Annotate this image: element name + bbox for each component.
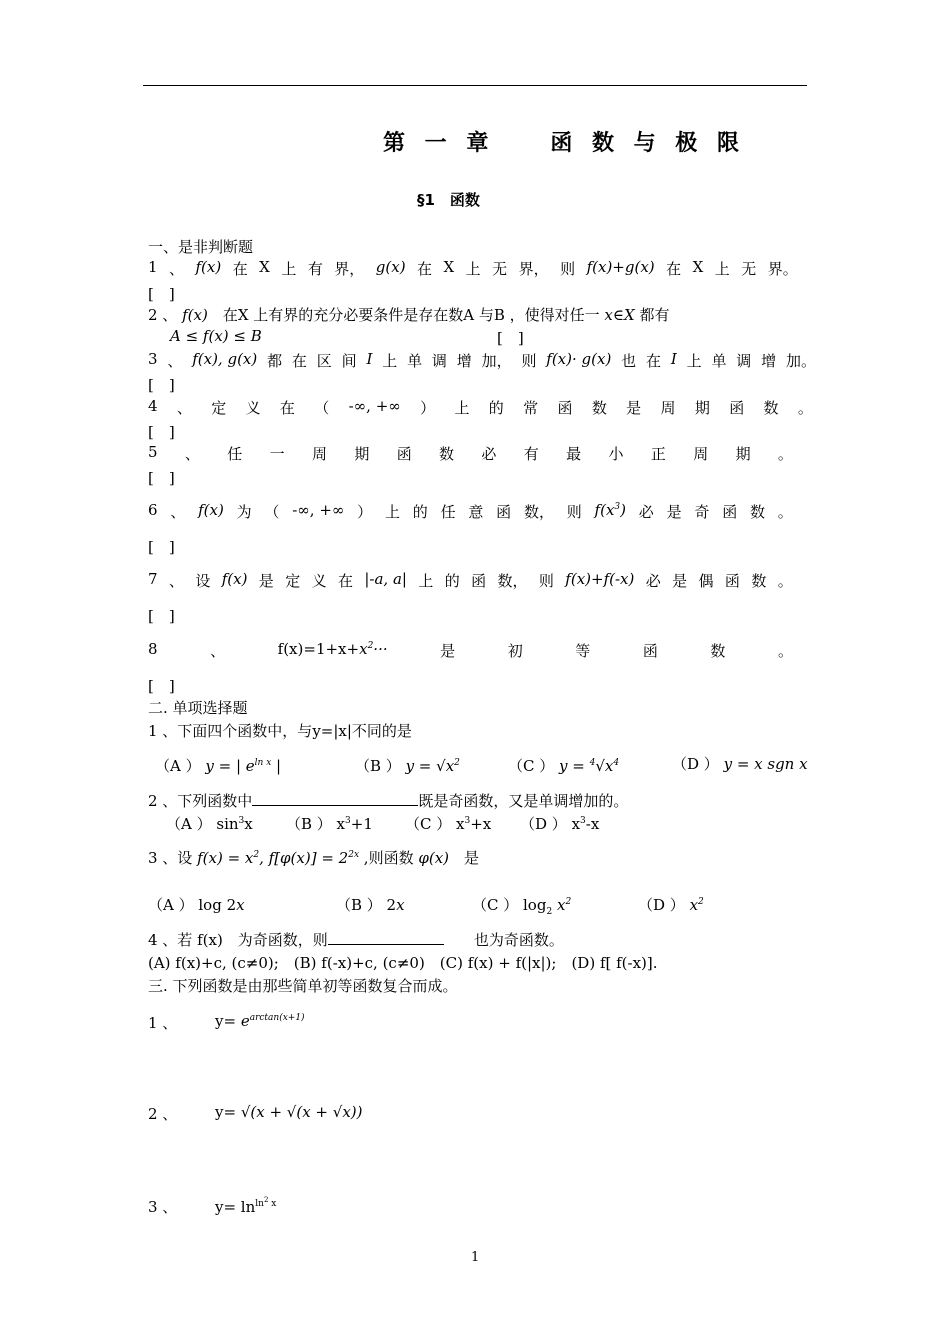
choice-q2-option-d[interactable]: （D ） $x^3-x$ (520, 815, 600, 833)
answer-blank[interactable] (328, 930, 444, 945)
compose-item-1-num: 1 、 (148, 1014, 178, 1032)
judge-item-2-condition: A ≤ f(x) ≤ B (170, 327, 262, 345)
answer-bracket[interactable]: [ ] (148, 376, 175, 394)
judge-item-4: 4 、 定 义 在 （ -∞, +∞ ） 上 的 常 函 数 是 周 期 函 数 。 (148, 397, 813, 417)
compose-item-2-num: 2 、 (148, 1105, 178, 1123)
choice-q3-option-d[interactable]: （D ） $x^2$ (638, 896, 704, 914)
answer-bracket[interactable]: [ ] (148, 285, 175, 303)
choice-q3-option-a[interactable]: （A ） log 2x (148, 896, 245, 914)
choice-q3-option-b[interactable]: （B ） 2x (336, 896, 405, 914)
part1-heading: 一、是非判断题 (148, 238, 254, 256)
choice-q2-option-b[interactable]: （B ） $x^3+1$ (286, 815, 373, 833)
compose-item-3-num: 3 、 (148, 1198, 178, 1216)
answer-bracket[interactable]: [ ] (148, 538, 175, 556)
chapter-title: 第 一 章 函 数 与 极 限 (383, 131, 745, 156)
compose-item-2-expr: y= √(x + √(x + √x)) (215, 1103, 363, 1121)
section-title: §1 函数 (417, 191, 480, 209)
judge-item-5: 5 、 任 一 周 期 函 数 必 有 最 小 正 周 期 。 (148, 443, 793, 463)
judge-item-1: 1 、 f(x) 在 X 上 有 界， g(x) 在 X 上 无 界， 则 f(x)+g(x) 在 X 上 无 界。 (148, 258, 798, 278)
answer-bracket[interactable]: [ ] (148, 469, 175, 487)
part2-heading: 二. 单项选择题 (148, 699, 248, 717)
judge-item-7: 7 、 设 f(x) 是 定 义 在 |-a, a| 上 的 函 数， 则 f(x)+f(-x) 必 是 偶 函 数 。 (148, 570, 793, 590)
choice-q1-stem: 1 、下面四个函数中，与y=|x|不同的是 (148, 722, 412, 740)
answer-bracket[interactable]: [ ] (148, 607, 175, 625)
compose-item-1-expr: $y= e^{arctan(x+1)}$ (215, 1012, 305, 1030)
choice-q3-stem: 3 、设 $f(x) = x^2$, $f[\varphi(x)] = 2^{2x}$ ,则函数 φ(x) 是 (148, 849, 480, 867)
choice-q1-option-d[interactable]: （D ） y = x sgn x (672, 755, 808, 773)
answer-bracket[interactable]: [ ] (497, 329, 524, 347)
answer-blank[interactable] (252, 791, 418, 806)
choice-q1-option-b[interactable]: （B ） $y = √x^2$ (355, 757, 460, 775)
choice-q1-option-a[interactable]: （A ） y = | $e^{ln x}$ | (155, 757, 282, 775)
answer-bracket[interactable]: [ ] (148, 423, 175, 441)
page-number: 1 (471, 1250, 480, 1265)
choice-q3-option-c[interactable]: （C ） $\log_2 x^2$ (472, 896, 572, 917)
judge-item-2: 2 、 f(x) 在X 上有界的充分必要条件是存在数A 与B ，使得对任一 x∈X 都有 (148, 306, 670, 324)
header-rule (143, 85, 807, 86)
judge-item-3: 3 、 f(x), g(x) 都 在 区 间 I 上 单 调 增 加， 则 f(x)· g(x) 也 在 I 上 单 调 增 加。 (148, 350, 816, 370)
judge-item-6: 6 、 f(x) 为 （ -∞, +∞ ） 上 的 任 意 函 数， 则 $f(x^3)$ 必 是 奇 函 数 。 (148, 501, 793, 521)
choice-q4-options[interactable]: (A) f(x)+c, (c≠0); (B) f(-x)+c, (c≠0) (C) f(x) + f(|x|); (D) f[ f(-x)]. (148, 954, 658, 972)
choice-q2-option-a[interactable]: （A ） $\sin^3x$ (166, 815, 253, 833)
choice-q2-option-c[interactable]: （C ） $x^3+x$ (405, 815, 492, 833)
compose-item-3-expr: $y= \ln^{ln^2 x}$ (215, 1196, 277, 1216)
part3-heading: 三. 下列函数是由那些简单初等函数复合而成。 (148, 977, 458, 995)
choice-q1-option-c[interactable]: （C ） $y = ^4√x^4$ (508, 757, 620, 775)
choice-q4-stem: 4 、若 f(x) 为奇函数，则 也为奇函数。 (148, 931, 564, 949)
choice-q2-stem: 2 、下列函数中 既是奇函数，又是单调增加的。 (148, 792, 629, 810)
judge-item-8: 8 、 $f(x)=1+x+x^2\cdot\cdot\cdot$ 是 初 等 函 数 。 (148, 640, 793, 660)
answer-bracket[interactable]: [ ] (148, 677, 175, 695)
